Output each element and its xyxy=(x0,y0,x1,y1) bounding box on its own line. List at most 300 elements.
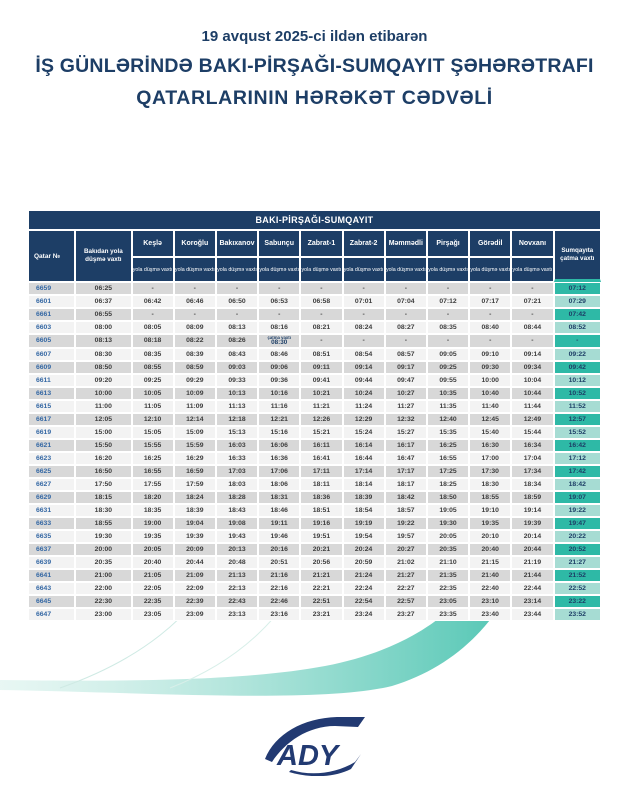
time-cell: 18:55 xyxy=(75,517,131,530)
time-cell: 11:00 xyxy=(75,400,131,413)
time-cell: 09:03 xyxy=(216,361,258,374)
timetable-row-6635 xyxy=(28,530,601,543)
time-cell: 16:20 xyxy=(75,452,131,465)
time-cell: - xyxy=(258,282,300,295)
time-cell: 09:25 xyxy=(427,361,469,374)
time-cell: 12:26 xyxy=(300,413,342,426)
timetable-row-6609 xyxy=(28,361,601,374)
arrival-cell: 07:42 xyxy=(554,308,601,321)
time-cell: - xyxy=(469,334,511,348)
arrival-cell: 08:52 xyxy=(554,321,601,334)
time-cell: 06:58 xyxy=(300,295,342,308)
time-cell: 08:24 xyxy=(343,321,385,334)
time-cell: - xyxy=(216,282,258,295)
train-number-cell: 6635 xyxy=(28,530,75,543)
time-cell: 18:42 xyxy=(385,491,427,504)
station-header-row xyxy=(28,230,601,257)
time-cell: 08:55 xyxy=(132,361,174,374)
timetable-row-6623 xyxy=(28,452,601,465)
route-banner: BAKI-PİRŞAĞI-SUMQAYIT xyxy=(28,210,601,230)
terminus-arrival-cell xyxy=(258,334,300,348)
time-cell: 19:19 xyxy=(343,517,385,530)
timetable-row-6605 xyxy=(28,334,601,348)
time-cell: - xyxy=(343,334,385,348)
station-subheader-7: yola düşmə vaxtı xyxy=(385,257,427,282)
time-cell: - xyxy=(174,282,216,295)
time-cell: - xyxy=(385,308,427,321)
station-subheader-3: yola düşmə vaxtı xyxy=(216,257,258,282)
time-cell: 09:14 xyxy=(343,361,385,374)
train-number-cell: 6617 xyxy=(28,413,75,426)
timetable-row-6637 xyxy=(28,543,601,556)
time-cell: 16:25 xyxy=(427,439,469,452)
time-cell: 16:34 xyxy=(511,439,553,452)
train-number-cell: 6601 xyxy=(28,295,75,308)
time-cell: 12:10 xyxy=(132,413,174,426)
time-cell: 12:29 xyxy=(343,413,385,426)
time-cell: 17:11 xyxy=(300,465,342,478)
time-cell: 09:11 xyxy=(300,361,342,374)
time-cell: 10:00 xyxy=(469,374,511,387)
arrival-cell: 21:52 xyxy=(554,569,601,582)
time-cell: 09:33 xyxy=(216,374,258,387)
time-cell: 19:35 xyxy=(469,517,511,530)
time-cell: 06:50 xyxy=(216,295,258,308)
train-number-cell: 6633 xyxy=(28,517,75,530)
timetable-row-6613 xyxy=(28,387,601,400)
timetable-row-6601 xyxy=(28,295,601,308)
arrival-cell: 09:22 xyxy=(554,348,601,361)
time-cell: 08:27 xyxy=(385,321,427,334)
time-cell: 06:42 xyxy=(132,295,174,308)
time-cell: 11:40 xyxy=(469,400,511,413)
time-cell: 18:55 xyxy=(469,491,511,504)
time-cell: 12:21 xyxy=(258,413,300,426)
timetable-row-6645 xyxy=(28,595,601,608)
time-cell: 22:54 xyxy=(343,595,385,608)
time-cell: 16:03 xyxy=(216,439,258,452)
time-cell: 17:34 xyxy=(511,465,553,478)
time-cell: 09:55 xyxy=(427,374,469,387)
time-cell: 21:27 xyxy=(385,569,427,582)
time-cell: 22:44 xyxy=(511,582,553,595)
time-cell: 22:00 xyxy=(75,582,131,595)
timetable-row-6643 xyxy=(28,582,601,595)
train-number-cell: 6613 xyxy=(28,387,75,400)
time-cell: 18:43 xyxy=(216,504,258,517)
time-cell: 09:47 xyxy=(385,374,427,387)
station-header-7: Məmmədli xyxy=(385,230,427,257)
time-cell: 15:24 xyxy=(343,426,385,439)
arrival-cell: 09:42 xyxy=(554,361,601,374)
time-cell: 22:51 xyxy=(300,595,342,608)
station-subheader-6: yola düşmə vaxtı xyxy=(343,257,385,282)
timetable-row-6639 xyxy=(28,556,601,569)
banner-row xyxy=(28,210,601,230)
time-cell: 08:51 xyxy=(300,348,342,361)
time-cell: 06:46 xyxy=(174,295,216,308)
time-cell: 23:27 xyxy=(385,608,427,621)
time-cell: 09:44 xyxy=(343,374,385,387)
time-cell: 23:10 xyxy=(469,595,511,608)
time-cell: 12:18 xyxy=(216,413,258,426)
time-cell: 11:13 xyxy=(216,400,258,413)
time-cell: 18:17 xyxy=(385,478,427,491)
time-cell: 16:36 xyxy=(258,452,300,465)
station-header-9: Görədil xyxy=(469,230,511,257)
time-cell: 21:21 xyxy=(300,569,342,582)
time-cell: 11:09 xyxy=(174,400,216,413)
time-cell: 07:17 xyxy=(469,295,511,308)
arrival-cell: 16:42 xyxy=(554,439,601,452)
train-number-cell: 6623 xyxy=(28,452,75,465)
time-cell: 18:03 xyxy=(216,478,258,491)
time-cell: 21:35 xyxy=(427,569,469,582)
train-number-cell: 6637 xyxy=(28,543,75,556)
time-cell: 08:22 xyxy=(174,334,216,348)
time-cell: 20:40 xyxy=(132,556,174,569)
time-cell: 08:13 xyxy=(75,334,131,348)
time-cell: 22:27 xyxy=(385,582,427,595)
baku-departure-header: Bakıdan yola düşmə vaxtı xyxy=(75,230,131,282)
time-cell: 11:44 xyxy=(511,400,553,413)
ady-logo-text: ADY xyxy=(276,740,338,772)
arrival-cell: 20:52 xyxy=(554,543,601,556)
train-number-cell: 6661 xyxy=(28,308,75,321)
time-cell: 06:55 xyxy=(75,308,131,321)
time-cell: 22:16 xyxy=(258,582,300,595)
time-cell: 18:15 xyxy=(75,491,131,504)
ady-logo xyxy=(263,712,367,781)
time-cell: 10:13 xyxy=(216,387,258,400)
time-cell: 17:59 xyxy=(174,478,216,491)
time-cell: 21:44 xyxy=(511,569,553,582)
arrival-cell: 17:42 xyxy=(554,465,601,478)
time-cell: 09:17 xyxy=(385,361,427,374)
time-cell: 19:39 xyxy=(511,517,553,530)
time-cell: 16:47 xyxy=(385,452,427,465)
time-cell: 09:06 xyxy=(258,361,300,374)
time-cell: 20:40 xyxy=(469,543,511,556)
time-cell: 12:45 xyxy=(469,413,511,426)
time-cell: 15:44 xyxy=(511,426,553,439)
time-cell: 21:40 xyxy=(469,569,511,582)
time-cell: 21:00 xyxy=(75,569,131,582)
time-cell: 21:09 xyxy=(174,569,216,582)
time-cell: - xyxy=(427,308,469,321)
time-cell: 19:00 xyxy=(132,517,174,530)
time-cell: 18:39 xyxy=(343,491,385,504)
time-cell: 09:25 xyxy=(132,374,174,387)
time-cell: 19:51 xyxy=(300,530,342,543)
time-cell: 22:35 xyxy=(132,595,174,608)
time-cell: 08:43 xyxy=(216,348,258,361)
station-header-10: Novxanı xyxy=(511,230,553,257)
time-cell: 18:57 xyxy=(385,504,427,517)
time-cell: 10:24 xyxy=(343,387,385,400)
time-cell: 18:50 xyxy=(427,491,469,504)
time-cell: - xyxy=(385,334,427,348)
time-cell: 12:32 xyxy=(385,413,427,426)
time-cell: 06:37 xyxy=(75,295,131,308)
timetable-row-6659 xyxy=(28,282,601,295)
station-subheader-1: yola düşmə vaxtı xyxy=(132,257,174,282)
time-cell: 21:05 xyxy=(132,569,174,582)
time-cell: 08:54 xyxy=(343,348,385,361)
train-number-cell: 6627 xyxy=(28,478,75,491)
time-cell: 16:30 xyxy=(469,439,511,452)
time-cell: 16:17 xyxy=(385,439,427,452)
train-number-cell: 6605 xyxy=(28,334,75,348)
time-cell: 20:21 xyxy=(300,543,342,556)
time-cell: 07:21 xyxy=(511,295,553,308)
time-cell: 15:05 xyxy=(132,426,174,439)
time-cell: 18:36 xyxy=(300,491,342,504)
time-cell: 17:00 xyxy=(469,452,511,465)
time-cell: 10:09 xyxy=(174,387,216,400)
page-title xyxy=(0,28,629,110)
time-cell: - xyxy=(343,308,385,321)
time-cell: 18:39 xyxy=(174,504,216,517)
time-cell: 17:04 xyxy=(511,452,553,465)
timetable-row-6603 xyxy=(28,321,601,334)
time-cell: 22:24 xyxy=(343,582,385,595)
time-cell: 09:29 xyxy=(174,374,216,387)
time-cell: 19:57 xyxy=(385,530,427,543)
time-cell: 19:08 xyxy=(216,517,258,530)
arrival-cell: 10:12 xyxy=(554,374,601,387)
time-cell: 19:04 xyxy=(174,517,216,530)
arrival-cell: 23:22 xyxy=(554,595,601,608)
time-cell: 19:35 xyxy=(132,530,174,543)
timetable-row-6629 xyxy=(28,491,601,504)
arrival-cell: 19:22 xyxy=(554,504,601,517)
train-number-cell: 6615 xyxy=(28,400,75,413)
train-number-cell: 6647 xyxy=(28,608,75,621)
time-cell: 10:16 xyxy=(258,387,300,400)
time-cell: 15:27 xyxy=(385,426,427,439)
time-cell: 16:59 xyxy=(174,465,216,478)
arrival-cell: 21:27 xyxy=(554,556,601,569)
time-cell: 22:40 xyxy=(469,582,511,595)
time-cell: 08:46 xyxy=(258,348,300,361)
time-cell: 21:16 xyxy=(258,569,300,582)
time-cell: 18:59 xyxy=(511,491,553,504)
time-cell: 23:13 xyxy=(216,608,258,621)
time-cell: 20:05 xyxy=(427,530,469,543)
time-cell: 17:30 xyxy=(469,465,511,478)
time-cell: 23:09 xyxy=(174,608,216,621)
arrival-cell: 20:22 xyxy=(554,530,601,543)
train-number-cell: 6625 xyxy=(28,465,75,478)
terminus-arrival-label: çatma vaxtı xyxy=(267,335,291,340)
time-cell: 23:00 xyxy=(75,608,131,621)
time-cell: - xyxy=(300,282,342,295)
time-cell: 23:05 xyxy=(132,608,174,621)
time-cell: 16:11 xyxy=(300,439,342,452)
time-cell: 15:09 xyxy=(174,426,216,439)
time-cell: 19:11 xyxy=(258,517,300,530)
time-cell: 07:12 xyxy=(427,295,469,308)
time-cell: 08:26 xyxy=(216,334,258,348)
time-cell: 08:05 xyxy=(132,321,174,334)
time-cell: 10:00 xyxy=(75,387,131,400)
arrival-cell: 17:12 xyxy=(554,452,601,465)
time-cell: 20:44 xyxy=(511,543,553,556)
time-cell: 11:24 xyxy=(343,400,385,413)
timetable-row-6621 xyxy=(28,439,601,452)
time-cell: 20:59 xyxy=(343,556,385,569)
arrival-cell: 19:07 xyxy=(554,491,601,504)
arrival-cell: 19:47 xyxy=(554,517,601,530)
train-number-cell: 6621 xyxy=(28,439,75,452)
arrival-cell: 23:52 xyxy=(554,608,601,621)
time-cell: - xyxy=(258,308,300,321)
station-subheader-5: yola düşmə vaxtı xyxy=(300,257,342,282)
time-cell: 18:46 xyxy=(258,504,300,517)
time-cell: 20:27 xyxy=(385,543,427,556)
time-cell: 17:03 xyxy=(216,465,258,478)
time-cell: - xyxy=(216,308,258,321)
train-number-header: Qatar № xyxy=(28,230,75,282)
time-cell: 19:05 xyxy=(427,504,469,517)
time-cell: 20:16 xyxy=(258,543,300,556)
time-cell: 22:13 xyxy=(216,582,258,595)
timetable-row-6617 xyxy=(28,413,601,426)
sumqayit-arrival-header: Sumqayıta çatma vaxtı xyxy=(554,230,601,282)
time-cell: 18:11 xyxy=(300,478,342,491)
time-cell: 18:06 xyxy=(258,478,300,491)
time-cell: 19:22 xyxy=(385,517,427,530)
time-cell: 16:55 xyxy=(427,452,469,465)
time-cell: 16:55 xyxy=(132,465,174,478)
time-cell: 22:30 xyxy=(75,595,131,608)
arrival-cell: 07:12 xyxy=(554,282,601,295)
train-number-cell: 6641 xyxy=(28,569,75,582)
time-cell: - xyxy=(132,308,174,321)
time-cell: 10:04 xyxy=(511,374,553,387)
time-cell: 22:05 xyxy=(132,582,174,595)
timetable-row-6661 xyxy=(28,308,601,321)
time-cell: 08:44 xyxy=(511,321,553,334)
time-cell: 18:20 xyxy=(132,491,174,504)
time-cell: 08:30 xyxy=(75,348,131,361)
time-cell: 20:44 xyxy=(174,556,216,569)
timetable-row-6633 xyxy=(28,517,601,530)
time-cell: 23:35 xyxy=(427,608,469,621)
time-cell: 19:43 xyxy=(216,530,258,543)
time-cell: - xyxy=(511,308,553,321)
time-cell: 20:09 xyxy=(174,543,216,556)
train-number-cell: 6603 xyxy=(28,321,75,334)
time-cell: - xyxy=(469,308,511,321)
time-cell: 18:34 xyxy=(511,478,553,491)
time-cell: 18:14 xyxy=(343,478,385,491)
time-cell: 23:21 xyxy=(300,608,342,621)
arrival-cell: 11:52 xyxy=(554,400,601,413)
time-cell: 12:05 xyxy=(75,413,131,426)
time-cell: 08:16 xyxy=(258,321,300,334)
train-number-cell: 6629 xyxy=(28,491,75,504)
time-cell: 08:59 xyxy=(174,361,216,374)
time-cell: 17:17 xyxy=(385,465,427,478)
arrival-cell: 18:42 xyxy=(554,478,601,491)
time-cell: 09:14 xyxy=(511,348,553,361)
time-cell: 10:35 xyxy=(427,387,469,400)
time-cell: 11:35 xyxy=(427,400,469,413)
time-cell: 10:40 xyxy=(469,387,511,400)
time-cell: 21:10 xyxy=(427,556,469,569)
time-cell: 08:18 xyxy=(132,334,174,348)
station-header-5: Zabrat-1 xyxy=(300,230,342,257)
time-cell: 11:27 xyxy=(385,400,427,413)
station-subheader-10: yola düşmə vaxtı xyxy=(511,257,553,282)
timetable-row-6647 xyxy=(28,608,601,621)
time-cell: 06:25 xyxy=(75,282,131,295)
time-cell: 23:14 xyxy=(511,595,553,608)
station-header-4: Sabunçu xyxy=(258,230,300,257)
time-cell: 18:35 xyxy=(132,504,174,517)
time-cell: 22:57 xyxy=(385,595,427,608)
time-cell: 16:25 xyxy=(132,452,174,465)
station-header-1: Keşlə xyxy=(132,230,174,257)
time-cell: - xyxy=(300,308,342,321)
time-cell: 18:30 xyxy=(469,478,511,491)
time-cell: 18:54 xyxy=(343,504,385,517)
time-cell: 23:44 xyxy=(511,608,553,621)
time-cell: 08:09 xyxy=(174,321,216,334)
time-cell: 07:04 xyxy=(385,295,427,308)
time-cell: 16:14 xyxy=(343,439,385,452)
station-subheader-2: yola düşmə vaxtı xyxy=(174,257,216,282)
time-cell: 20:35 xyxy=(427,543,469,556)
arrival-cell: 07:29 xyxy=(554,295,601,308)
station-subheader-4: yola düşmə vaxtı xyxy=(258,257,300,282)
time-cell: 17:55 xyxy=(132,478,174,491)
time-cell: 09:05 xyxy=(427,348,469,361)
time-cell: 22:43 xyxy=(216,595,258,608)
time-cell: - xyxy=(511,282,553,295)
station-header-3: Bakıxanov xyxy=(216,230,258,257)
time-cell: 16:06 xyxy=(258,439,300,452)
time-cell: 22:46 xyxy=(258,595,300,608)
time-cell: 17:25 xyxy=(427,465,469,478)
time-cell: 22:21 xyxy=(300,582,342,595)
time-cell: 10:05 xyxy=(132,387,174,400)
arrival-cell: 12:57 xyxy=(554,413,601,426)
time-cell: 22:35 xyxy=(427,582,469,595)
time-cell: 20:00 xyxy=(75,543,131,556)
time-cell: 08:50 xyxy=(75,361,131,374)
time-cell: 21:13 xyxy=(216,569,258,582)
title-main-line: İŞ GÜNLƏRİNDƏ BAKI-PİRŞAĞI-SUMQAYIT ŞƏHƏRƏTRAFI xyxy=(35,55,594,77)
time-cell: 23:40 xyxy=(469,608,511,621)
time-cell: 06:53 xyxy=(258,295,300,308)
time-cell: 15:35 xyxy=(427,426,469,439)
time-cell: 22:09 xyxy=(174,582,216,595)
time-cell: 19:10 xyxy=(469,504,511,517)
time-cell: 21:02 xyxy=(385,556,427,569)
time-cell: 17:14 xyxy=(343,465,385,478)
time-cell: 20:10 xyxy=(469,530,511,543)
train-number-cell: 6611 xyxy=(28,374,75,387)
time-cell: 17:50 xyxy=(75,478,131,491)
timetable-row-6627 xyxy=(28,478,601,491)
arrival-cell: 10:52 xyxy=(554,387,601,400)
time-cell: 23:24 xyxy=(343,608,385,621)
train-number-cell: 6639 xyxy=(28,556,75,569)
time-cell: 09:36 xyxy=(258,374,300,387)
